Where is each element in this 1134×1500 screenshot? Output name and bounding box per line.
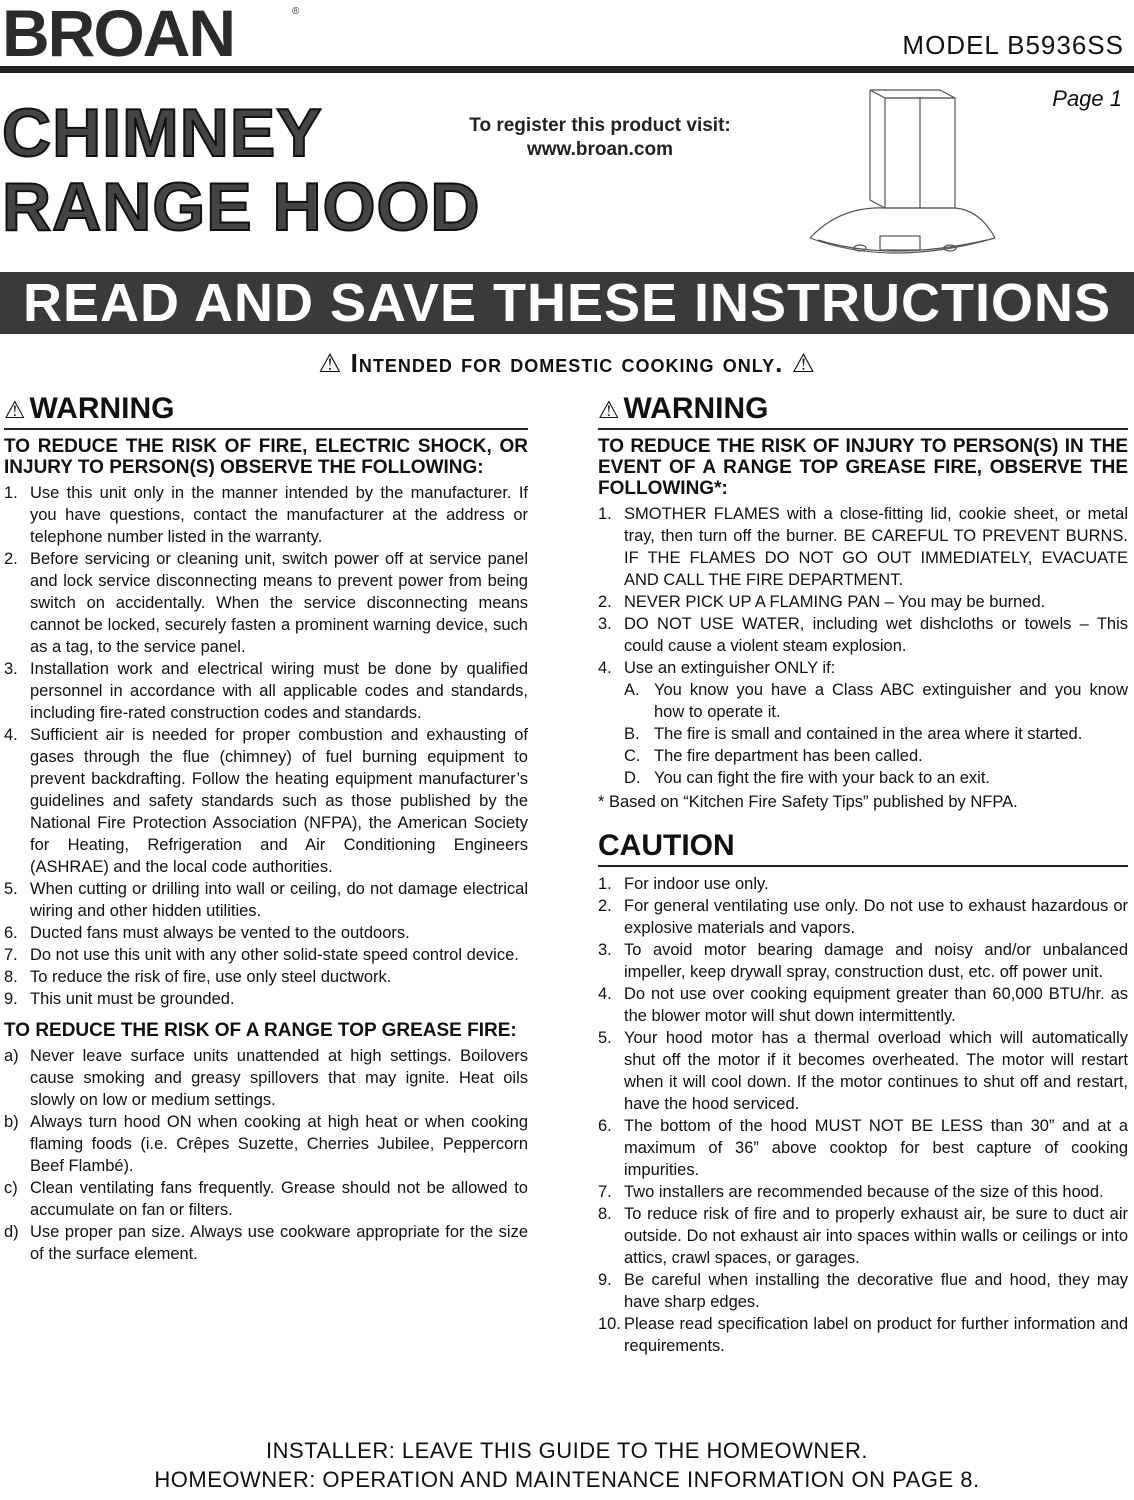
list-item bbox=[624, 745, 1128, 767]
list-item-number: 8. bbox=[598, 1205, 612, 1223]
list-item-number: C. bbox=[624, 747, 641, 765]
list-item-number: d) bbox=[4, 1223, 19, 1241]
list-item-text: For general ventilating use only. Do not use to exhaust hazardous or explosive materials and vapors. bbox=[624, 897, 1128, 937]
list-item-text: Installation work and electrical wiring must be done by qualified personnel in accordance with all applicable codes and standards, including fire-rated construction codes and standards. bbox=[30, 660, 528, 722]
list-item-text: Your hood motor has a thermal overload which will automatically shut off the motor if it becomes overheated. The motor will restart when it will cool down. If the motor continues to shut off and restart, have the hood serviced. bbox=[624, 1029, 1128, 1113]
read-save-banner: READ AND SAVE THESE INSTRUCTIONS bbox=[0, 272, 1134, 334]
header-rule bbox=[0, 66, 1134, 73]
list-item-number: 6. bbox=[4, 924, 18, 942]
list-item bbox=[624, 679, 1128, 723]
list-item-text: You know you have a Class ABC extinguisher and you know how to operate it. bbox=[654, 681, 1128, 721]
list-item-text: Do not use this unit with any other solid-state speed control device. bbox=[30, 946, 519, 964]
warning-heading bbox=[4, 392, 528, 430]
list-item-number: 7. bbox=[598, 1183, 612, 1201]
list-item bbox=[598, 939, 1128, 983]
list-item-text: Do not use over cooking equipment greater than 60,000 BTU/hr. as the blower motor will shut down intermittently. bbox=[624, 985, 1128, 1025]
list-item-number: 8. bbox=[4, 968, 18, 986]
list-item bbox=[598, 1181, 1128, 1203]
list-item bbox=[598, 1313, 1128, 1357]
range-hood-illustration bbox=[780, 88, 1000, 268]
list-item-text: The bottom of the hood MUST NOT BE LESS than 30” and at a maximum of 36” above cooktop for best capture of cooking impurities. bbox=[624, 1117, 1128, 1179]
register-text: To register this product visit: bbox=[469, 115, 731, 136]
page-number: Page 1 bbox=[1052, 86, 1122, 111]
list-item-text: Never leave surface units unattended at high settings. Boilovers cause smoking and greasy spillovers that may ignite. Heat oils slowly on low or medium settings. bbox=[30, 1047, 528, 1109]
list-item bbox=[4, 658, 528, 724]
list-item-number: 6. bbox=[598, 1117, 612, 1135]
list-item bbox=[624, 767, 1128, 789]
list-item-text: Use this unit only in the manner intended by the manufacturer. If you have questions, contact the manufacturer at the address or telephone number listed in the warranty. bbox=[30, 484, 528, 546]
list-item-text: DO NOT USE WATER, including wet dishcloths or towels – This could cause a violent steam explosion. bbox=[624, 615, 1128, 655]
list-item bbox=[598, 895, 1128, 939]
warning-triangle-icon: ⚠ bbox=[598, 397, 620, 424]
list-item-number: 1. bbox=[4, 484, 18, 502]
grease-fire-heading: TO REDUCE THE RISK OF A RANGE TOP GREASE FIRE: bbox=[4, 1020, 517, 1041]
page-title bbox=[2, 96, 480, 244]
list-item-text: You can fight the fire with your back to an exit. bbox=[654, 769, 991, 787]
list-item-number: A. bbox=[624, 681, 640, 699]
list-item bbox=[624, 723, 1128, 745]
list-item-number: D. bbox=[624, 769, 641, 787]
warning-heading bbox=[598, 392, 1128, 430]
list-item-number: 4. bbox=[4, 726, 18, 744]
list-item-number: 1. bbox=[598, 875, 612, 893]
intended-use-notice bbox=[0, 348, 1134, 379]
intended-text: Intended for domestic cooking only. bbox=[350, 348, 784, 378]
list-item-number: B. bbox=[624, 725, 640, 743]
list-item-text: Please read specification label on product for further information and requirements. bbox=[624, 1315, 1128, 1355]
grease-fire-list bbox=[4, 1045, 528, 1265]
list-item bbox=[4, 878, 528, 922]
list-item-text: Use proper pan size. Always use cookware appropriate for the size of the surface element. bbox=[30, 1223, 528, 1263]
list-item bbox=[4, 988, 528, 1010]
list-item-text: Two installers are recommended because of the size of this hood. bbox=[624, 1183, 1104, 1201]
warning-triangle-icon: ⚠ bbox=[791, 348, 816, 378]
list-item-number: 5. bbox=[4, 880, 18, 898]
warning-triangle-icon: ⚠ bbox=[4, 397, 26, 424]
list-item-text: To reduce risk of fire and to properly exhaust air, be sure to duct air outside. Do not exhaust air into spaces within walls or ceilings or into attics, crawl spaces, or garages. bbox=[624, 1205, 1128, 1267]
list-item-text: Clean ventilating fans frequently. Grease should not be allowed to accumulate on fan or filters. bbox=[30, 1179, 528, 1219]
footer-notice bbox=[0, 1436, 1134, 1494]
grease-warning-intro: TO REDUCE THE RISK OF INJURY TO PERSON(S) IN THE EVENT OF A RANGE TOP GREASE FIRE, OBSERVE THE FOLLOWING*: bbox=[598, 436, 1128, 499]
list-item-text: To reduce the risk of fire, use only steel ductwork. bbox=[30, 968, 392, 986]
list-item bbox=[4, 966, 528, 988]
svg-text:BROAN: BROAN bbox=[2, 0, 234, 62]
list-item-number: 2. bbox=[598, 593, 612, 611]
list-item-text: When cutting or drilling into wall or ceiling, do not damage electrical wiring and other hidden utilities. bbox=[30, 880, 528, 920]
warning-triangle-icon: ⚠ bbox=[318, 348, 343, 378]
list-item-number: 5. bbox=[598, 1029, 612, 1047]
list-item-number: 9. bbox=[598, 1271, 612, 1289]
list-item-text: Use an extinguisher ONLY if: bbox=[624, 659, 836, 677]
list-item bbox=[598, 983, 1128, 1027]
caution-list bbox=[598, 873, 1128, 1357]
list-item bbox=[598, 591, 1128, 613]
title-line-2: RANGE HOOD bbox=[2, 169, 481, 245]
right-column bbox=[598, 392, 1128, 1357]
list-item bbox=[4, 1045, 528, 1111]
list-item-number: 4. bbox=[598, 659, 612, 677]
list-item bbox=[4, 482, 528, 548]
list-item-text: NEVER PICK UP A FLAMING PAN – You may be burned. bbox=[624, 593, 1046, 611]
list-item-number: b) bbox=[4, 1113, 19, 1131]
list-item bbox=[4, 724, 528, 878]
grease-warning-list bbox=[598, 503, 1128, 679]
list-item bbox=[4, 548, 528, 658]
left-column bbox=[4, 392, 528, 1265]
list-item bbox=[598, 1115, 1128, 1181]
svg-text:®: ® bbox=[292, 6, 300, 17]
list-item-text: The fire is small and contained in the area where it started. bbox=[654, 725, 1083, 743]
list-item-number: 3. bbox=[4, 660, 18, 678]
homeowner-note: HOMEOWNER: OPERATION AND MAINTENANCE INFORMATION ON PAGE 8. bbox=[154, 1467, 980, 1492]
list-item-text: The fire department has been called. bbox=[654, 747, 923, 765]
list-item-number: 3. bbox=[598, 941, 612, 959]
register-url: www.broan.com bbox=[526, 139, 674, 160]
list-item bbox=[598, 873, 1128, 895]
list-item bbox=[4, 1177, 528, 1221]
list-item-text: Always turn hood ON when cooking at high heat or when cooking flaming foods (i.e. Crêpes Suzette, Cherries Jubilee, Peppercorn Beef Flambé). bbox=[30, 1113, 528, 1175]
list-item-text: Ducted fans must always be vented to the outdoors. bbox=[30, 924, 410, 942]
list-item-text: SMOTHER FLAMES with a close-fitting lid, cookie sheet, or metal tray, then turn off the burner. BE CAREFUL TO PREVENT BURNS. IF THE FLAMES DO NOT GO OUT IMMEDIATELY, EVACUATE AND CALL THE FIRE DEPARTMENT. bbox=[624, 505, 1128, 589]
list-item bbox=[598, 503, 1128, 591]
list-item bbox=[4, 1221, 528, 1265]
list-item-number: 9. bbox=[4, 990, 18, 1008]
caution-heading: CAUTION bbox=[598, 829, 1128, 867]
list-item bbox=[598, 613, 1128, 657]
warning-list bbox=[4, 482, 528, 1010]
list-item bbox=[598, 1203, 1128, 1269]
list-item-text: Before servicing or cleaning unit, switch power off at service panel and lock service disconnecting means to prevent power from being switch on accidentally. When the service disconnecting means cannot be locked, securely fasten a prominent warning device, such as a tag, to the service panel. bbox=[30, 550, 528, 656]
list-item-text: Be careful when installing the decorative flue and hood, they may have sharp edges. bbox=[624, 1271, 1128, 1311]
register-notice bbox=[440, 114, 760, 162]
list-item-number: 4. bbox=[598, 985, 612, 1003]
warning-heading-text: WARNING bbox=[623, 392, 769, 425]
list-item-number: 2. bbox=[598, 897, 612, 915]
nfpa-note: * Based on “Kitchen Fire Safety Tips” published by NFPA. bbox=[598, 793, 1018, 811]
list-item-number: c) bbox=[4, 1179, 18, 1197]
list-item-number: 10. bbox=[598, 1315, 621, 1333]
list-item bbox=[598, 1269, 1128, 1313]
list-item-number: 3. bbox=[598, 615, 612, 633]
list-item bbox=[4, 944, 528, 966]
list-item-text: Sufficient air is needed for proper combustion and exhausting of gases through the flue (chimney) of fuel burning equipment to prevent backdrafting. Follow the heating equipment manufacturer’s guidelines and safety standards such as those published by the National Fire Protection Association (NFPA), the American Society for Heating, Refrigeration and Air Conditioning Engineers (ASHRAE) and the local code authorities. bbox=[30, 726, 528, 876]
warning-intro: TO REDUCE THE RISK OF FIRE, ELECTRIC SHOCK, OR INJURY TO PERSON(S) OBSERVE THE FOLLOWING: bbox=[4, 436, 528, 478]
list-item-number: 2. bbox=[4, 550, 18, 568]
list-item-text: For indoor use only. bbox=[624, 875, 769, 893]
list-item-text: To avoid motor bearing damage and noisy and/or unbalanced impeller, keep drywall spray, construction dust, etc. off power unit. bbox=[624, 941, 1128, 981]
model-number: MODEL B5936SS bbox=[902, 30, 1124, 60]
list-item-number: 7. bbox=[4, 946, 18, 964]
list-item bbox=[598, 657, 1128, 679]
list-item-text: This unit must be grounded. bbox=[30, 990, 235, 1008]
title-line-1: CHIMNEY bbox=[2, 95, 323, 171]
list-item bbox=[598, 1027, 1128, 1115]
broan-logo bbox=[0, 0, 300, 62]
extinguisher-list bbox=[598, 679, 1128, 789]
list-item bbox=[4, 1111, 528, 1177]
list-item-number: a) bbox=[4, 1047, 19, 1065]
list-item-number: 1. bbox=[598, 505, 612, 523]
warning-heading-text: WARNING bbox=[29, 392, 175, 425]
list-item bbox=[4, 922, 528, 944]
installer-note: INSTALLER: LEAVE THIS GUIDE TO THE HOMEOWNER. bbox=[266, 1438, 868, 1463]
